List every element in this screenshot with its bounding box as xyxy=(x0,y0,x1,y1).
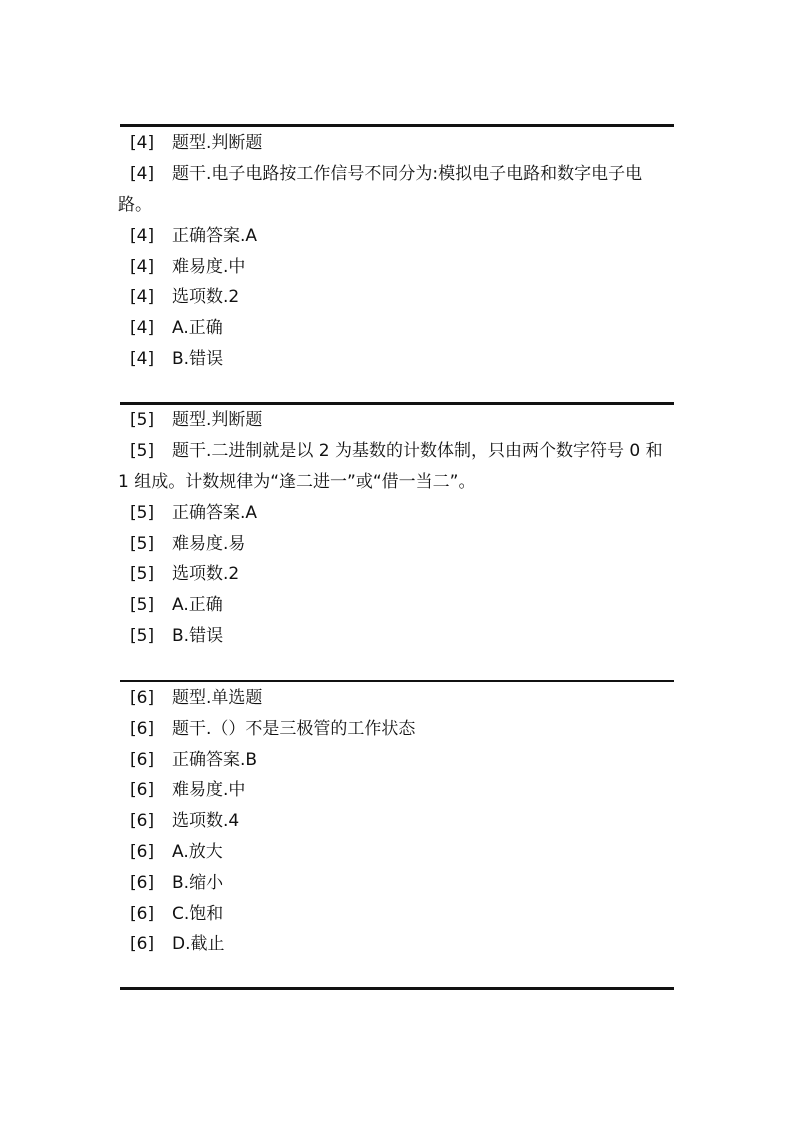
question-type xyxy=(118,128,674,159)
question-tag: [5] xyxy=(130,502,155,523)
difficulty xyxy=(118,529,674,560)
question-type xyxy=(118,683,674,714)
question-tag: [4] xyxy=(130,133,155,153)
option-text: B.错误 xyxy=(172,348,224,369)
option-item xyxy=(118,344,674,375)
question-stem-text: 题干.（）不是三极管的工作状态 xyxy=(172,718,416,739)
correct-answer xyxy=(118,745,674,776)
question-block-6 xyxy=(118,683,674,960)
question-tag: [6] xyxy=(130,688,155,708)
question-tag: [6] xyxy=(130,903,155,924)
question-tag: [4] xyxy=(130,318,155,339)
option-item xyxy=(118,899,674,930)
correct-answer xyxy=(118,221,674,252)
difficulty xyxy=(118,252,674,283)
question-tag: [6] xyxy=(130,934,155,955)
option-text: B.缩小 xyxy=(172,872,224,893)
section-divider xyxy=(120,987,674,990)
option-text: D.截止 xyxy=(172,934,225,955)
question-tag: [6] xyxy=(130,872,155,893)
question-stem-text: 题干.二进制就是以 2 为基数的计数体制，只由两个数字符号 0 和 1 组成。计数规律为“逢二进一”或“借一当二”。 xyxy=(118,440,663,492)
question-type-text: 题型.判断题 xyxy=(172,133,263,153)
option-item xyxy=(118,590,674,621)
option-count-text: 选项数.2 xyxy=(172,564,240,585)
question-tag: [5] xyxy=(130,410,155,430)
difficulty xyxy=(118,775,674,806)
option-count xyxy=(118,282,674,313)
question-tag: [5] xyxy=(130,625,155,646)
option-text: B.错误 xyxy=(172,625,224,646)
correct-answer xyxy=(118,498,674,529)
option-item xyxy=(118,313,674,344)
option-item xyxy=(118,929,674,960)
question-tag: [5] xyxy=(130,440,155,461)
question-tag: [6] xyxy=(130,811,155,832)
question-tag: [4] xyxy=(130,348,155,369)
question-tag: [6] xyxy=(130,841,155,862)
question-stem xyxy=(118,436,672,498)
question-type xyxy=(118,405,674,436)
correct-answer-text: 正确答案.A xyxy=(172,225,258,246)
question-tag: [6] xyxy=(130,718,155,739)
question-tag: [4] xyxy=(130,287,155,308)
question-stem xyxy=(118,159,672,221)
correct-answer-text: 正确答案.B xyxy=(172,749,258,770)
option-text: A.放大 xyxy=(172,841,223,862)
difficulty-text: 难易度.中 xyxy=(172,780,246,801)
question-type-text: 题型.判断题 xyxy=(172,410,263,430)
option-count xyxy=(118,806,674,837)
question-tag: [4] xyxy=(130,256,155,277)
option-count-text: 选项数.2 xyxy=(172,287,240,308)
question-tag: [6] xyxy=(130,749,155,770)
question-tag: [4] xyxy=(130,163,155,184)
section-divider xyxy=(120,680,674,682)
question-stem xyxy=(118,714,674,745)
correct-answer-text: 正确答案.A xyxy=(172,502,258,523)
question-tag: [4] xyxy=(130,225,155,246)
option-text: A.正确 xyxy=(172,318,223,339)
question-block-4 xyxy=(118,128,674,375)
option-text: A.正确 xyxy=(172,595,223,616)
question-type-text: 题型.单选题 xyxy=(172,688,263,708)
option-count-text: 选项数.4 xyxy=(172,811,240,832)
question-tag: [5] xyxy=(130,595,155,616)
section-divider xyxy=(120,124,674,127)
question-tag: [5] xyxy=(130,533,155,554)
difficulty-text: 难易度.易 xyxy=(172,533,246,554)
option-item xyxy=(118,837,674,868)
option-item xyxy=(118,621,674,652)
question-block-5 xyxy=(118,405,674,652)
question-tag: [5] xyxy=(130,564,155,585)
question-tag: [6] xyxy=(130,780,155,801)
option-item xyxy=(118,868,674,899)
difficulty-text: 难易度.中 xyxy=(172,256,246,277)
option-count xyxy=(118,559,674,590)
question-stem-text: 题干.电子电路按工作信号不同分为:模拟电子电路和数字电子电路。 xyxy=(118,163,643,215)
option-text: C.饱和 xyxy=(172,903,224,924)
